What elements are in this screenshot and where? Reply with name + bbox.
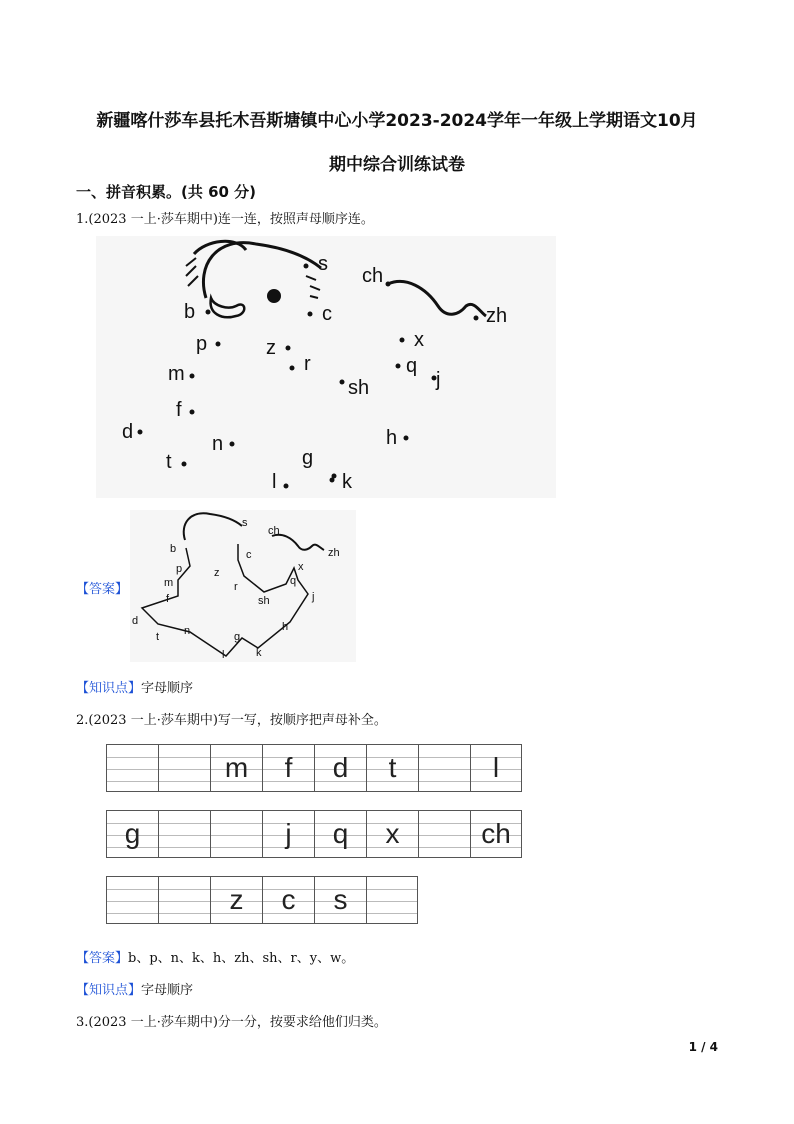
grid-cell: [106, 744, 158, 792]
letter-ch: ch: [362, 265, 384, 287]
svg-text:d: d: [132, 615, 139, 627]
q2-answer: 【答案】b、p、n、k、h、zh、sh、r、y、w。: [76, 951, 355, 966]
svg-text:zh: zh: [328, 547, 340, 559]
letter-n: n: [212, 433, 224, 455]
grid-cell: [366, 876, 418, 924]
page-number: 1 / 4: [688, 1040, 718, 1054]
letter-l: l: [272, 471, 277, 493]
grid-cell: f: [262, 744, 314, 792]
svg-text:p: p: [176, 563, 183, 575]
svg-text:b: b: [170, 543, 177, 555]
svg-text:f: f: [166, 593, 170, 605]
section-heading: 一、拼音积累。(共 60 分): [76, 183, 257, 201]
letter-k: k: [342, 471, 352, 493]
letter-m: m: [168, 363, 185, 385]
svg-text:h: h: [282, 621, 289, 633]
letter-sh: sh: [348, 377, 370, 399]
letter-j: j: [436, 369, 441, 391]
svg-text:k: k: [256, 647, 262, 659]
grid-cell: q: [314, 810, 366, 858]
svg-text:ch: ch: [268, 525, 280, 537]
svg-text:t: t: [156, 631, 160, 643]
grid-row-3: [106, 876, 418, 924]
grid-cell: m: [210, 744, 262, 792]
grid-cell: [158, 810, 210, 858]
q2-knowledge: 【知识点】字母顺序: [76, 983, 194, 998]
svg-text:r: r: [234, 581, 238, 593]
grid-cell: l: [470, 744, 522, 792]
grid-cell: j: [262, 810, 314, 858]
grid-cell: [418, 810, 470, 858]
q1-knowledge: 【知识点】字母顺序: [76, 681, 194, 696]
svg-text:s: s: [242, 517, 248, 529]
doc-title-line1: 新疆喀什莎车县托木吾斯塘镇中心小学2023-2024学年一年级上学期语文10月: [96, 111, 698, 131]
letter-g: g: [302, 447, 314, 469]
question-3: 3.(2023 一上·莎车期中)分一分，按要求给他们归类。: [76, 1015, 387, 1030]
letter-zh: zh: [486, 305, 508, 327]
grid-cell: [158, 876, 210, 924]
letter-t: t: [166, 451, 172, 473]
svg-text:q: q: [290, 575, 297, 587]
grid-cell: [210, 810, 262, 858]
grid-cell: g: [106, 810, 158, 858]
letter-s: s: [318, 253, 328, 275]
grid-cell: [418, 744, 470, 792]
letter-c: c: [322, 303, 332, 325]
letter-d: d: [122, 421, 134, 443]
grid-cell: [158, 744, 210, 792]
letter-q: q: [406, 355, 418, 377]
svg-text:j: j: [312, 591, 315, 603]
grid-cell: ch: [470, 810, 522, 858]
grid-cell: s: [314, 876, 366, 924]
svg-text:m: m: [164, 577, 174, 589]
letter-x: x: [414, 329, 424, 351]
svg-text:x: x: [298, 561, 304, 573]
letter-f: f: [176, 399, 182, 421]
grid-row-2: [106, 810, 522, 858]
question-1: 1.(2023 一上·莎车期中)连一连，按照声母顺序连。: [76, 212, 374, 227]
svg-text:g: g: [234, 631, 241, 643]
q1-answer-tag: 【答案】: [76, 582, 129, 597]
question-2: 2.(2023 一上·莎车期中)写一写，按顺序把声母补全。: [76, 713, 387, 728]
grid-cell: z: [210, 876, 262, 924]
grid-cell: [106, 876, 158, 924]
doc-title-line2: 期中综合训练试卷: [329, 155, 465, 175]
letter-r: r: [304, 353, 311, 375]
seal-dot-picture: [96, 236, 556, 498]
grid-row-1: [106, 744, 522, 792]
grid-cell: t: [366, 744, 418, 792]
letter-p: p: [196, 333, 208, 355]
svg-text:n: n: [184, 625, 191, 637]
letter-h: h: [386, 427, 398, 449]
letter-b: b: [184, 301, 196, 323]
grid-cell: d: [314, 744, 366, 792]
svg-text:l: l: [222, 649, 225, 661]
svg-text:c: c: [246, 549, 252, 561]
svg-text:sh: sh: [258, 595, 270, 607]
grid-cell: x: [366, 810, 418, 858]
svg-text:z: z: [214, 567, 220, 579]
grid-cell: c: [262, 876, 314, 924]
letter-z: z: [266, 337, 276, 359]
answer-dot-picture: [130, 510, 356, 662]
